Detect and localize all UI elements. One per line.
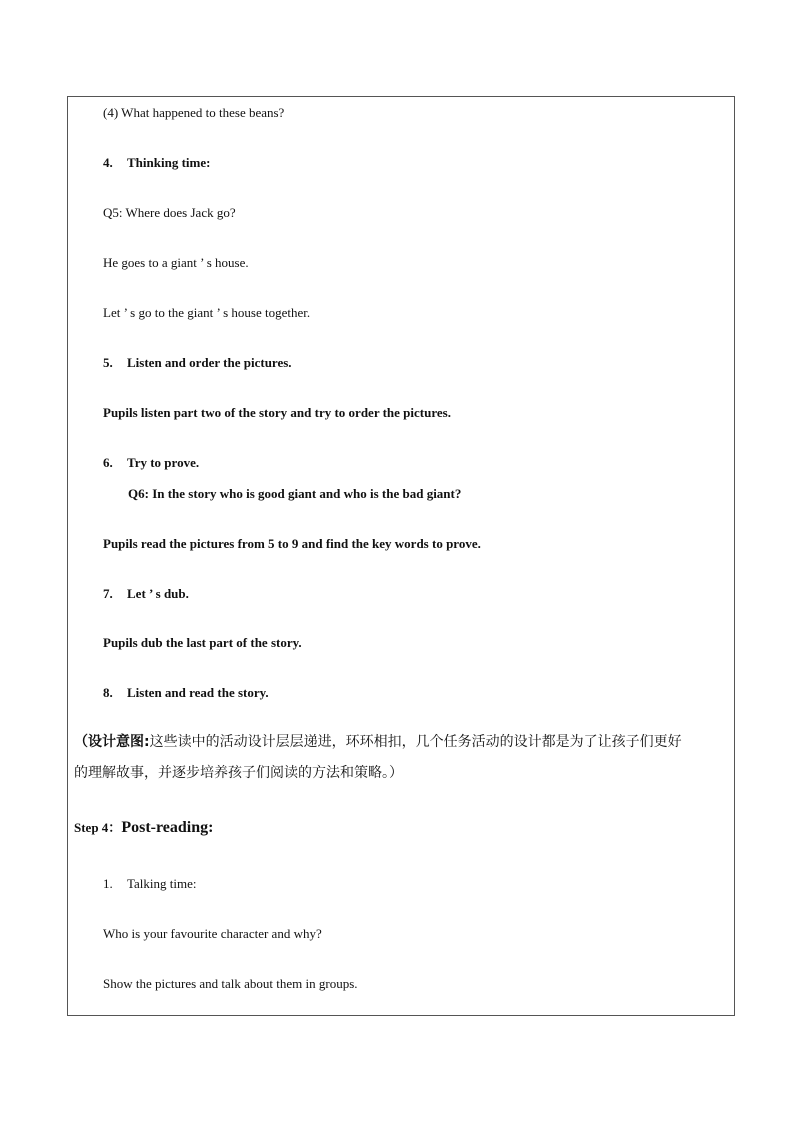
item-number: 1. (103, 876, 113, 891)
step-5-detail: Pupils listen part two of the story and try to order the pictures. (103, 405, 451, 420)
step-5-heading (103, 355, 292, 371)
question-5: Q5: Where does Jack go? (103, 205, 236, 220)
step-number: 5. (103, 355, 113, 370)
post-reading-item-1 (103, 876, 197, 892)
lets-go-line: Let ’ s go to the giant ’ s house together. (103, 305, 311, 320)
step-6-detail: Pupils read the pictures from 5 to 9 and find the key words to prove. (103, 536, 481, 551)
talking-detail: Show the pictures and talk about them in groups. (103, 976, 358, 991)
step-4-heading (103, 155, 210, 171)
step-number: 6. (103, 455, 113, 470)
step-title: Thinking time: (127, 155, 211, 170)
step-8-heading (103, 685, 269, 701)
step-7-heading (103, 586, 189, 602)
step-label: Step 4： (74, 820, 122, 835)
step-title: Try to prove. (127, 455, 200, 470)
design-intent-line-2: 的理解故事，并逐步培养孩子们阅读的方法和策略。） (74, 765, 403, 781)
step-6-heading (103, 455, 199, 471)
design-intent-text: 这些读中的活动设计层层递进，环环相扣，几个任务活动的设计都是为了让孩子们更好 (149, 734, 682, 750)
step-title: Post-reading: (121, 819, 214, 836)
step-number: 7. (103, 586, 113, 601)
talking-question: Who is your favourite character and why? (103, 926, 322, 941)
step-title: Listen and read the story. (127, 685, 269, 700)
question-6: Q6: In the story who is good giant and who is the bad giant? (128, 486, 462, 501)
question-4: (4) What happened to these beans? (103, 105, 285, 120)
design-intent-line-1 (74, 734, 682, 750)
step-7-detail: Pupils dub the last part of the story. (103, 635, 302, 650)
step-title: Let ’ s dub. (127, 586, 189, 601)
item-title: Talking time: (127, 876, 197, 891)
step-4-post-reading (74, 820, 213, 836)
answer-5: He goes to a giant ’ s house. (103, 255, 249, 270)
step-number: 8. (103, 685, 113, 700)
design-intent-label: （设计意图: (74, 734, 150, 750)
step-title: Listen and order the pictures. (127, 355, 292, 370)
step-number: 4. (103, 155, 113, 170)
